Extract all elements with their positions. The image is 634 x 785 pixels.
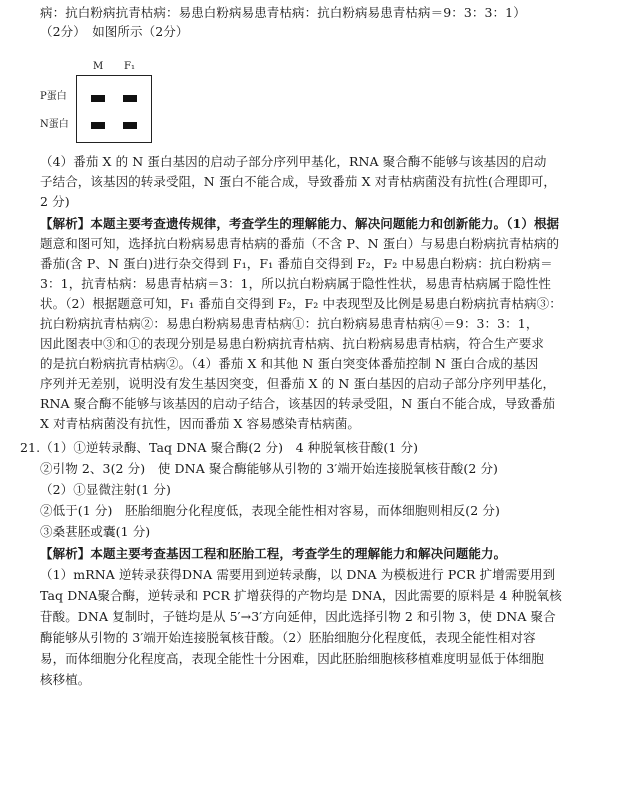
text-line-12: 因此图表中③和①的表现分别是易患白粉病抗青枯病、抗白粉病易患青枯病，符合生产要求 — [40, 336, 545, 351]
text-line-15: RNA 聚合酶不能够与该基因的启动子结合，该基因的转录受阻，N 蛋白不能合成，导致番茄 — [40, 396, 556, 411]
band-n-m — [91, 122, 105, 129]
text-line-27: 易，而体细胞分化程度高，表现全能性十分困难，因此胚胎细胞核移植难度明显低于体细胞 — [40, 651, 545, 666]
analysis-heading-20: 【解析】本题主要考查遗传规律，考查学生的理解能力、解决问题能力和创新能力。（1）根据 — [40, 216, 560, 231]
text-line-3: （4）番茄 X 的 N 蛋白基因的启动子部分序列甲基化，RNA 聚合酶不能够与该基因的启动 — [40, 154, 547, 169]
text-line-8: 番茄(含 P、N 蛋白)进行杂交得到 F₁，F₁ 番茄自交得到 F₂，F₂ 中易患白粉病：抗白粉病＝ — [40, 256, 553, 271]
q21-line-1: 21.（1）①逆转录酶、Taq DNA 聚合酶(2 分) 4 种脱氧核苷酸(1 分) — [20, 440, 419, 455]
text-line-10: 状。（2）根据题意可知，F₁ 番茄自交得到 F₂，F₂ 中表现型及比例是易患白粉病抗青枯病③： — [40, 296, 562, 311]
protein-band-figure — [40, 61, 170, 149]
text-line-2: （2分） 如图所示（2分） — [40, 24, 189, 39]
text-line-1: 病：抗白粉病抗青枯病：易患白粉病易患青枯病：抗白粉病易患青枯病＝9：3：3：1） — [40, 5, 526, 20]
text-line-7: 题意和图可知，选择抗白粉病易患青枯病的番茄（不含 P、N 蛋白）与易患白粉病抗青枯病的 — [40, 236, 560, 251]
text-line-25: 苷酸。DNA 复制时，子链均是从 5′→3′方向延伸，因此选择引物 2 和引物 3，使 DNA 聚合 — [40, 609, 556, 624]
figure-row-label-p: P蛋白 — [40, 91, 67, 102]
text-line-16: X 对青枯病菌没有抗性，因而番茄 X 容易感染青枯病菌。 — [40, 416, 361, 431]
figure-col-label-f1: F₁ — [124, 61, 135, 72]
text-line-14: 序列并无差别，说明没有发生基因突变，但番茄 X 的 N 蛋白基因的启动子部分序列甲基化， — [40, 376, 556, 391]
band-p-m — [91, 95, 105, 102]
band-n-f1 — [123, 122, 137, 129]
figure-frame — [76, 75, 152, 143]
text-line-5: 2 分) — [40, 194, 70, 209]
text-line-13: 的是抗白粉病抗青枯病②。（4）番茄 X 和其他 N 蛋白突变体番茄控制 N 蛋白合成的基因 — [40, 356, 539, 371]
text-line-11: 抗白粉病抗青枯病②：易患白粉病易患青枯病①：抗白粉病易患青枯病④＝9：3：3：1， — [40, 316, 539, 331]
text-line-26: 酶能够从引物的 3′端开始连接脱氧核苷酸。（2）胚胎细胞分化程度低，表现全能性相对容 — [40, 630, 536, 645]
analysis-heading-21: 【解析】本题主要考查基因工程和胚胎工程，考查学生的理解能力和解决问题能力。 — [40, 546, 507, 561]
text-line-9: 3：1，抗青枯病：易患青枯病＝3：1，所以抗白粉病属于隐性性状，易患青枯病属于隐性性 — [40, 276, 552, 291]
figure-row-label-n: N蛋白 — [40, 119, 69, 130]
q21-line-3: （2）①显微注射(1 分) — [40, 482, 171, 497]
figure-col-label-m: M — [93, 61, 104, 72]
text-line-4: 子结合，该基因的转录受阻，N 蛋白不能合成，导致番茄 X 对青枯病菌没有抗性(合理即可， — [40, 174, 557, 189]
q21-line-2: ②引物 2、3(2 分) 使 DNA 聚合酶能够从引物的 3′端开始连接脱氧核苷酸(2 分) — [40, 461, 499, 476]
q21-line-5: ③桑葚胚或囊(1 分) — [40, 524, 151, 539]
text-line-28: 核移植。 — [40, 672, 91, 687]
text-line-24: Taq DNA聚合酶，逆转录和 PCR 扩增获得的产物均是 DNA，因此需要的原料是 4 种脱氧核 — [40, 588, 562, 603]
text-line-23: （1）mRNA 逆转录获得DNA 需要用到逆转录酶，以 DNA 为模板进行 PCR 扩增需要用到 — [40, 567, 556, 582]
band-p-f1 — [123, 95, 137, 102]
q21-line-4: ②低于(1 分) 胚胎细胞分化程度低，表现全能性相对容易，而体细胞则相反(2 分) — [40, 503, 500, 518]
